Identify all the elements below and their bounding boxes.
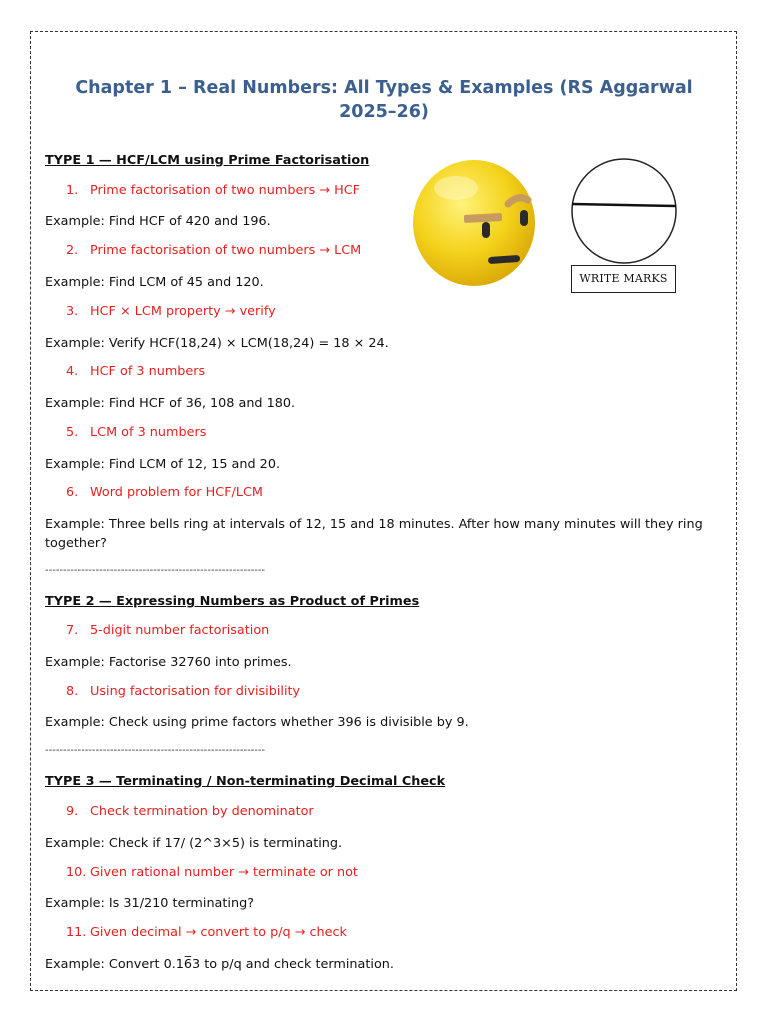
example-7: Example: Factorise 32760 into primes. (45, 655, 292, 670)
list-item-4 (66, 364, 205, 379)
separator: ------------------------------------------------------------- (45, 745, 266, 756)
list-item-3 (66, 304, 276, 319)
page-title: Chapter 1 – Real Numbers: All Types & Examples (RS Aggarwal 2025–26) (75, 78, 693, 122)
item-number: 2. (66, 243, 79, 258)
write-marks-label: WRITE MARKS (571, 265, 676, 293)
item-number: 6. (66, 485, 79, 500)
item-number: 7. (66, 623, 79, 638)
list-item-7 (66, 623, 269, 638)
item-label: Using factorisation for divisibility (90, 684, 301, 699)
type-2-heading: TYPE 2 — Expressing Numbers as Product of Primes (45, 594, 420, 609)
example-6: Example: Three bells ring at intervals of 12, 15 and 18 minutes. After how many minutes will they ring together? (45, 517, 703, 551)
marks-circle (568, 155, 680, 267)
example-11: Example: Convert 0.16̅3 to p/q and check termination. (45, 957, 394, 972)
item-label: 5-digit number factorisation (90, 623, 270, 638)
list-item-9 (66, 804, 314, 819)
list-item-5 (66, 425, 206, 440)
example-3: Example: Verify HCF(18,24) × LCM(18,24) = 18 × 24. (45, 336, 389, 351)
item-number: 11. (66, 925, 87, 940)
item-number: 4. (66, 364, 79, 379)
item-label: Given decimal → convert to p/q → check (90, 925, 347, 940)
item-label: Given rational number → terminate or not (90, 865, 358, 880)
list-item-2 (66, 243, 361, 258)
type-3-heading: TYPE 3 — Terminating / Non-terminating Decimal Check (45, 774, 446, 789)
example-5: Example: Find LCM of 12, 15 and 20. (45, 457, 281, 472)
item-label: Word problem for HCF/LCM (90, 485, 263, 500)
list-item-11 (66, 925, 347, 940)
item-label: Prime factorisation of two numbers → LCM (90, 243, 362, 258)
example-10: Example: Is 31/210 terminating? (45, 896, 254, 911)
list-item-1 (66, 183, 360, 198)
item-number: 9. (66, 804, 79, 819)
type-1-heading: TYPE 1 — HCF/LCM using Prime Factorisation (45, 153, 370, 168)
item-number: 1. (66, 183, 79, 198)
item-number: 10. (66, 865, 87, 880)
item-label: Prime factorisation of two numbers → HCF (90, 183, 361, 198)
item-label: HCF of 3 numbers (90, 364, 206, 379)
example-2: Example: Find LCM of 45 and 120. (45, 275, 264, 290)
example-4: Example: Find HCF of 36, 108 and 180. (45, 396, 296, 411)
example-9: Example: Check if 17/ (2^3×5) is terminating. (45, 836, 343, 851)
example-8: Example: Check using prime factors whether 396 is divisible by 9. (45, 715, 469, 730)
item-number: 8. (66, 684, 79, 699)
example-1: Example: Find HCF of 420 and 196. (45, 214, 271, 229)
list-item-10 (66, 865, 358, 880)
item-number: 5. (66, 425, 79, 440)
list-item-8 (66, 684, 300, 699)
thinking-face-icon (412, 158, 538, 288)
item-label: LCM of 3 numbers (90, 425, 207, 440)
item-label: Check termination by denominator (90, 804, 314, 819)
separator: ------------------------------------------------------------- (45, 565, 266, 576)
list-item-6 (66, 485, 263, 500)
item-number: 3. (66, 304, 79, 319)
item-label: HCF × LCM property → verify (90, 304, 276, 319)
